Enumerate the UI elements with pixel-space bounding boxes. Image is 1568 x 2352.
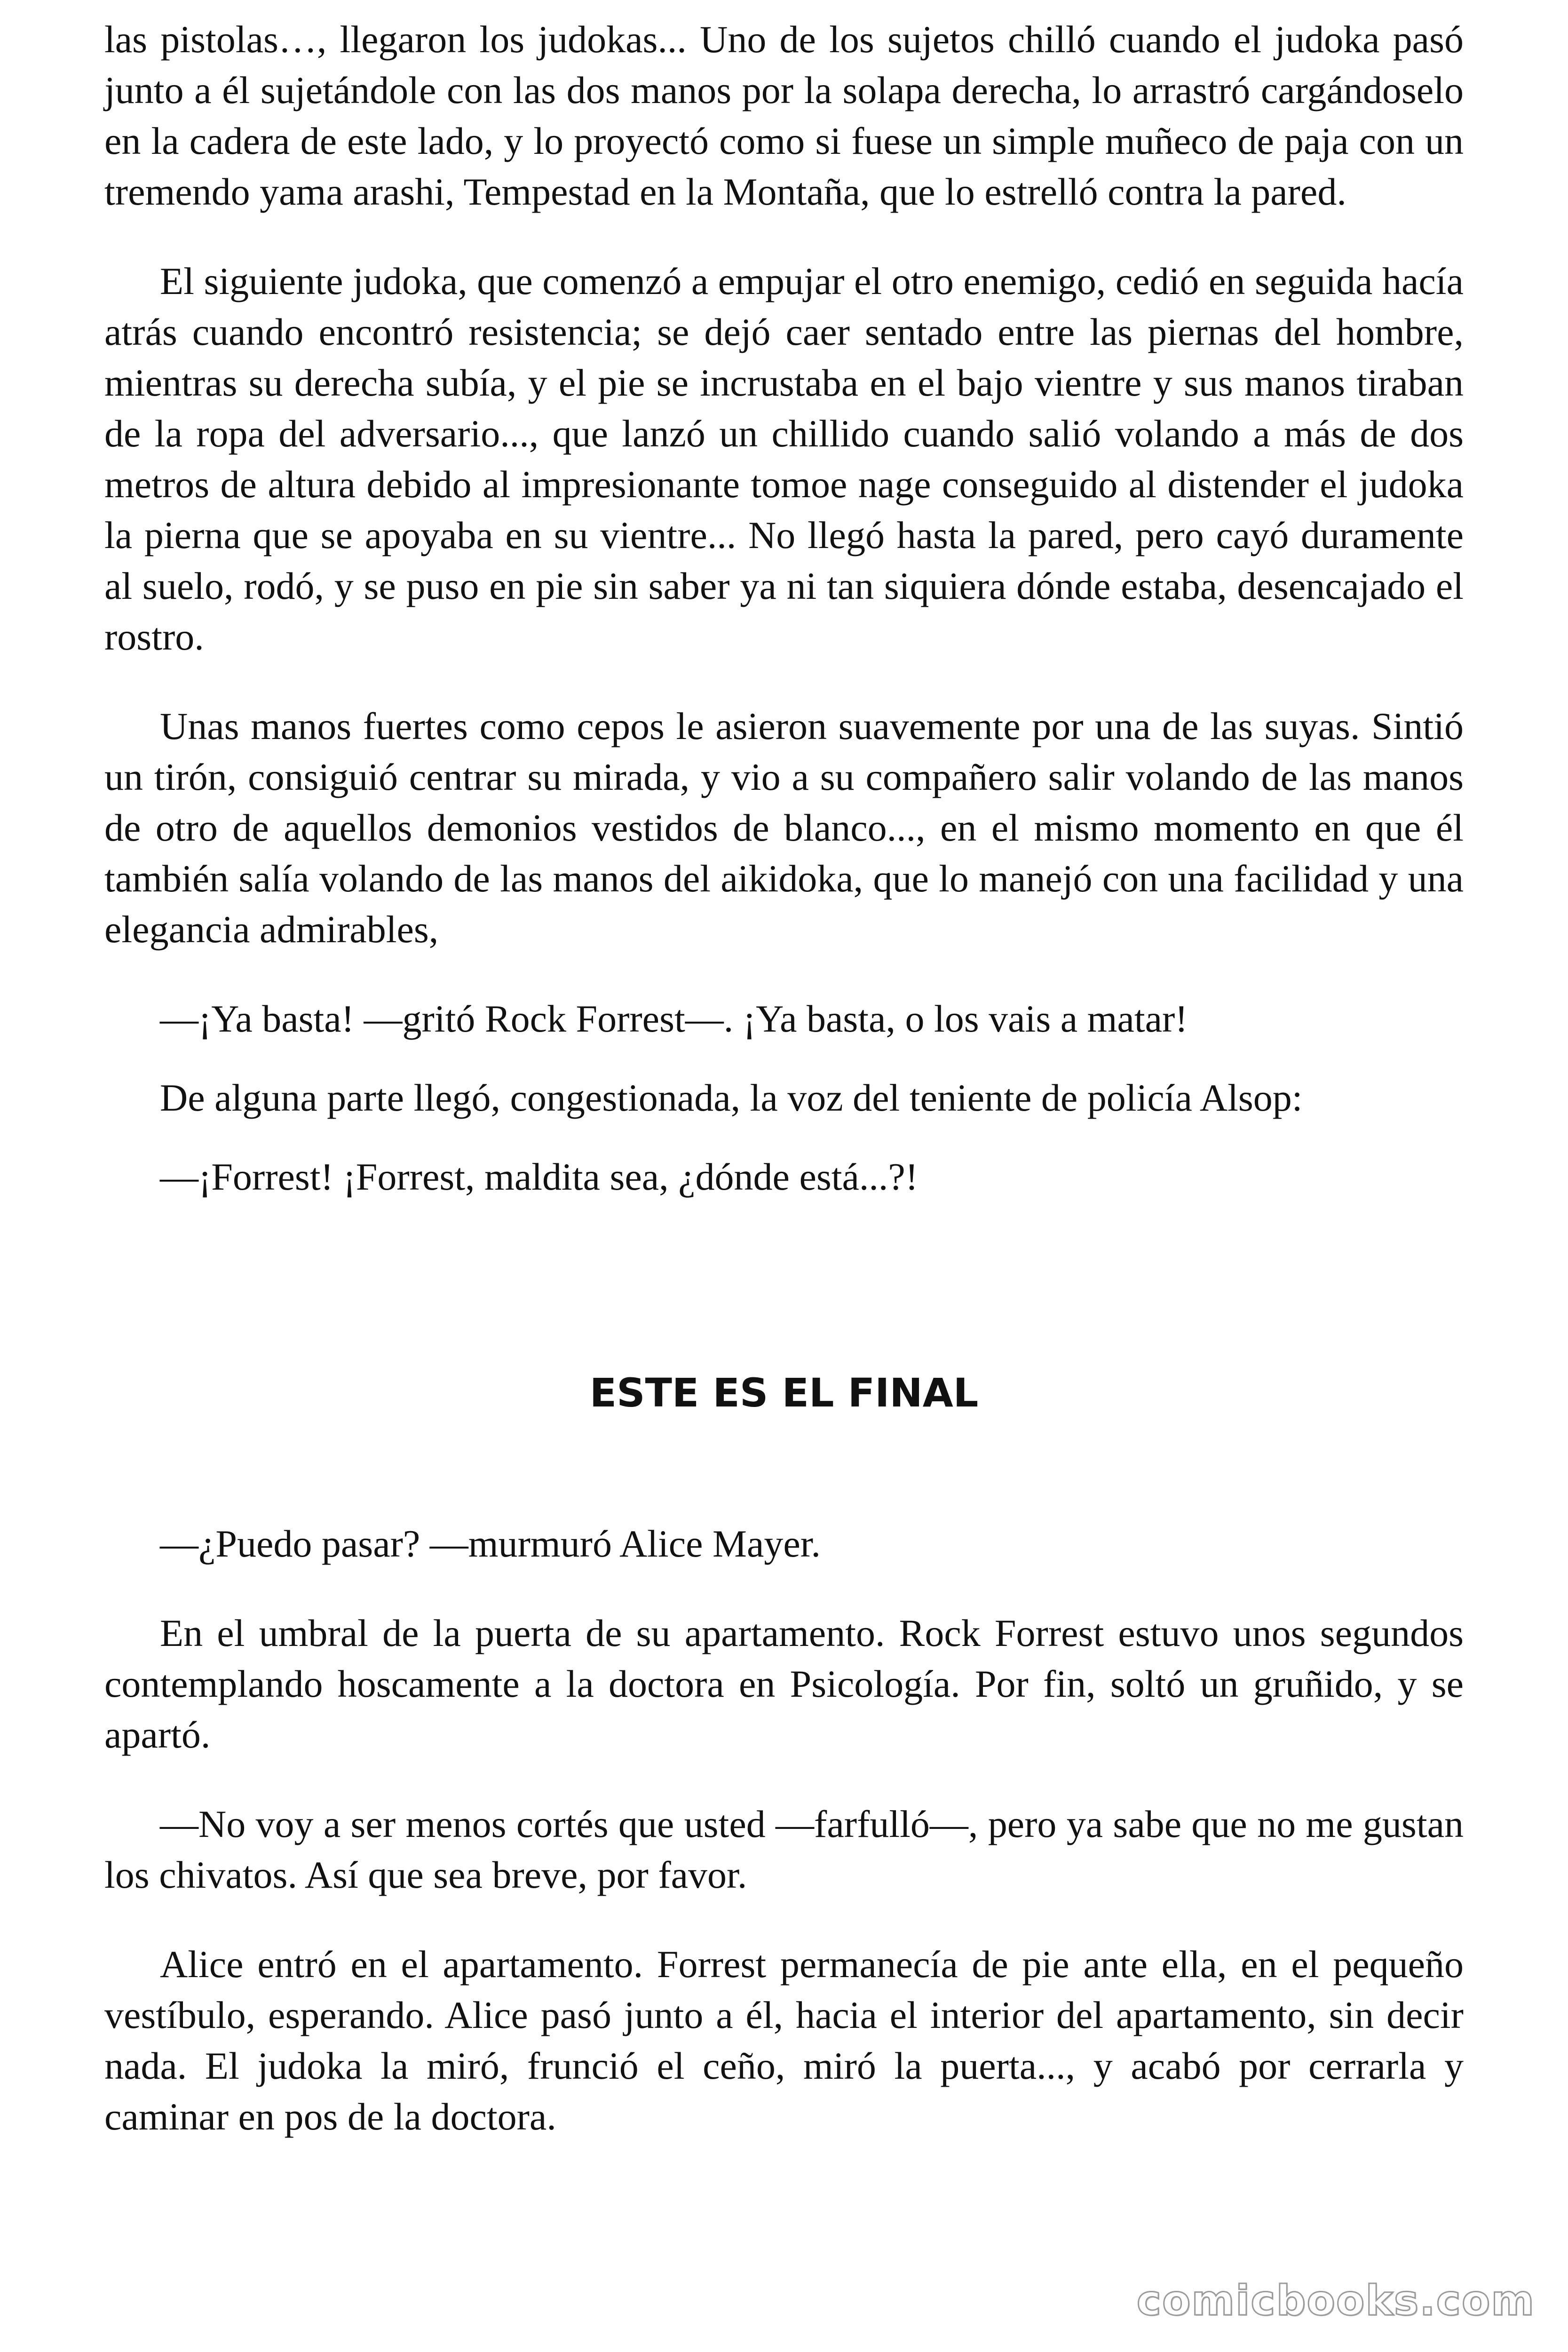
book-page [104,14,1464,2181]
paragraph: Alice entró en el apartamento. Forrest permanecía de pie ante ella, en el pequeño vestíbulo, esperando. Alice pasó junto a él, hacia el interior del apartamento, sin decir nada. El judoka la miró, frunció el ceño, miró la puerta..., y acabó por cerrarla y caminar en pos de la doctora. [104,1943,1464,2138]
watermark-logo: comicbooks.com [1136,2276,1535,2325]
paragraph: El siguiente judoka, que comenzó a empujar el otro enemigo, cedió en seguida hacía atrás cuando encontró resistencia; se dejó caer sentado entre las piernas del hombre, mientras su derecha subía, y el pie se incrustaba en el bajo vientre y sus manos tiraban de la ropa del adversario..., que lanzó un chillido cuando salió volando a más de dos metros de altura debido al impresionante tomoe nage conseguido al distender el judoka la pierna que se apoyaba en su vientre... No llegó hasta la pared, pero cayó duramente al suelo, rodó, y se puso en pie sin saber ya ni tan siquiera dónde estaba, desencajado el rostro. [104,260,1464,658]
paragraph: Unas manos fuertes como cepos le asieron suavemente por una de las suyas. Sintió un tirón, consiguió centrar su mirada, y vio a su compañero salir volando de las manos de otro de aquellos demonios vestidos de blanco..., en el mismo momento en que él también salía volando de las manos del aikidoka, que lo manejó con una facilidad y una elegancia admirables, [104,705,1464,951]
dialogue-line: —¡Ya basta! —gritó Rock Forrest—. ¡Ya basta, o los vais a matar! [160,997,1188,1040]
dialogue-line: —¡Forrest! ¡Forrest, maldita sea, ¿dónde está...?! [160,1155,919,1198]
dialogue-line: —No voy a ser menos cortés que usted —farfulló—, pero ya sabe que no me gustan los chivatos. Así que sea breve, por favor. [104,1803,1464,1896]
dialogue-line: —¿Puedo pasar? —murmuró Alice Mayer. [160,1522,821,1565]
paragraph: las pistolas…, llegaron los judokas... Uno de los sujetos chilló cuando el judoka pasó junto a él sujetándole con las dos manos por la solapa derecha, lo arrastró cargándoselo en la cadera de este lado, y lo proyectó como si fuese un simple muñeco de paja con un tremendo yama arashi, Tempestad en la Montaña, que lo estrelló contra la pared. [104,18,1464,213]
paragraph: En el umbral de la puerta de su apartamento. Rock Forrest estuvo unos segundos contemplando hoscamente a la doctora en Psicología. Por fin, soltó un gruñido, y se apartó. [104,1612,1464,1756]
chapter-title: ESTE ES EL FINAL [589,1370,979,1416]
paragraph: De alguna parte llegó, congestionada, la voz del teniente de policía Alsop: [160,1076,1303,1119]
